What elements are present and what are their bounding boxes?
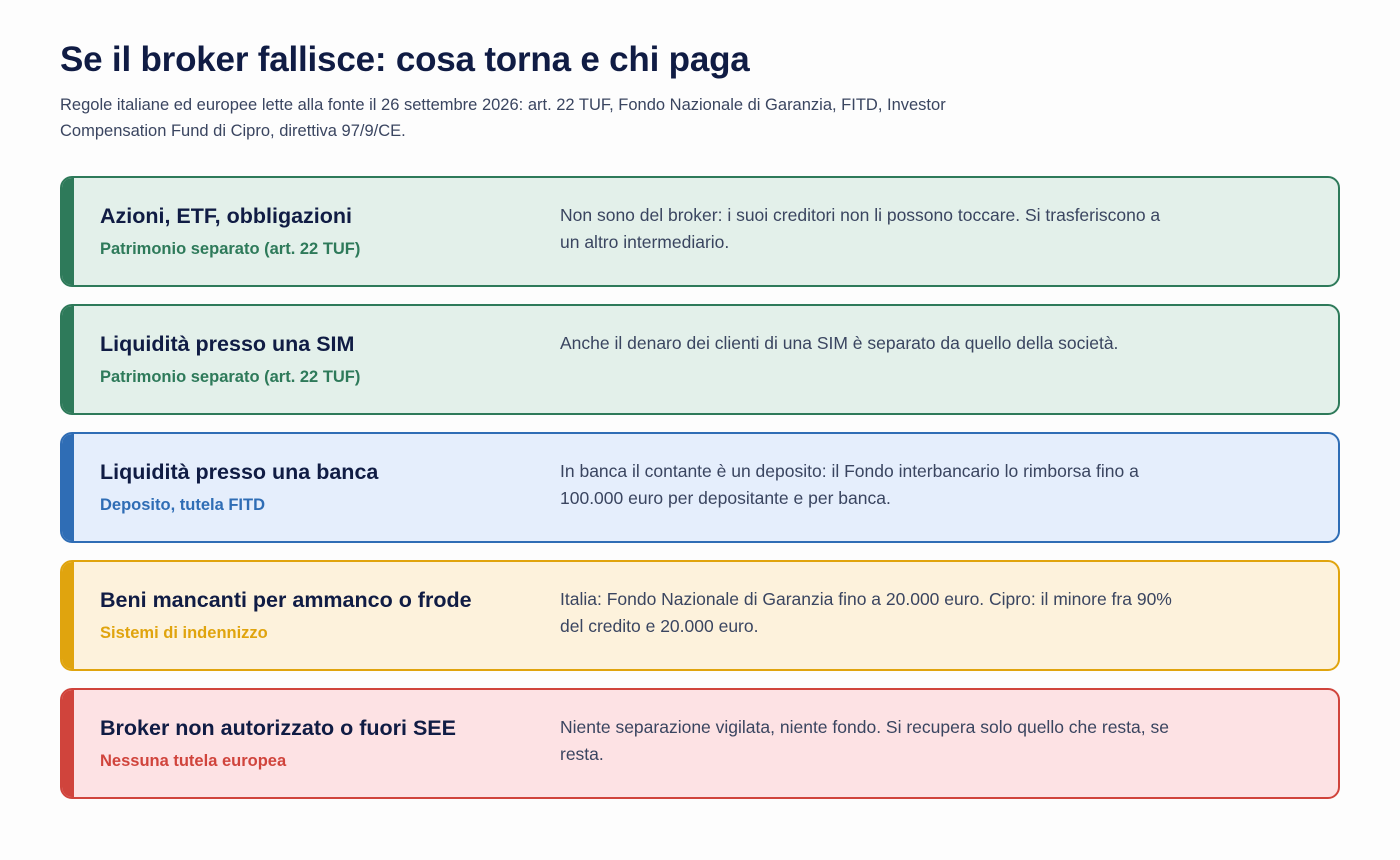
card-accent-bar — [62, 690, 74, 797]
card-title: Broker non autorizzato o fuori SEE — [100, 716, 456, 740]
card-bank-cash — [60, 432, 1340, 543]
card-title: Beni mancanti per ammanco o frode — [100, 588, 472, 612]
card-description: In banca il contante è un deposito: il Fondo interbancario lo rimborsa fino a 100.000 euro per depositante e per banca. — [560, 461, 1139, 508]
card-description: Niente separazione vigilata, niente fondo. Si recupera solo quello che resta, se resta. — [560, 717, 1169, 764]
card-tag: Nessuna tutela europea — [100, 752, 287, 770]
card-title: Azioni, ETF, obbligazioni — [100, 204, 353, 228]
card-heading — [100, 714, 540, 772]
protection-cards-list — [60, 176, 1340, 799]
card-heading — [100, 202, 540, 260]
card-missing-assets — [60, 560, 1340, 671]
card-tag: Patrimonio separato (art. 22 TUF) — [100, 240, 361, 258]
card-unauthorized-broker — [60, 688, 1340, 799]
page — [60, 0, 1340, 816]
card-heading — [100, 586, 540, 644]
card-tag: Deposito, tutela FITD — [100, 496, 265, 514]
card-tag: Patrimonio separato (art. 22 TUF) — [100, 368, 361, 386]
card-sim-cash — [60, 304, 1340, 415]
card-description: Non sono del broker: i suoi creditori non li possono toccare. Si trasferiscono a un altro intermediario. — [560, 205, 1161, 252]
card-heading — [100, 458, 540, 516]
card-accent-bar — [62, 562, 74, 669]
card-accent-bar — [62, 178, 74, 285]
card-tag: Sistemi di indennizzo — [100, 624, 268, 642]
page-title: Se il broker fallisce: cosa torna e chi paga — [60, 40, 750, 79]
card-description: Italia: Fondo Nazionale di Garanzia fino a 20.000 euro. Cipro: il minore fra 90% del credito e 20.000 euro. — [560, 589, 1172, 636]
card-accent-bar — [62, 306, 74, 413]
card-description: Anche il denaro dei clienti di una SIM è separato da quello della società. — [560, 333, 1119, 353]
card-heading — [100, 330, 540, 388]
card-accent-bar — [62, 434, 74, 541]
card-title: Liquidità presso una banca — [100, 460, 379, 484]
page-subtitle: Regole italiane ed europee lette alla fonte il 26 settembre 2026: art. 22 TUF, Fondo Nazionale di Garanzia, FITD, Investor Compensation Fund di Cipro, direttiva 97/9/CE. — [60, 96, 946, 140]
card-title: Liquidità presso una SIM — [100, 332, 355, 356]
card-securities — [60, 176, 1340, 287]
